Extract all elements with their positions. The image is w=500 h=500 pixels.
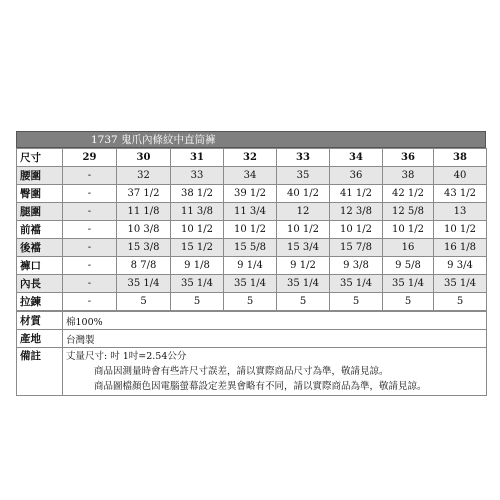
measurement-cell: - xyxy=(63,221,117,239)
measurement-cell: 35 1/4 xyxy=(171,275,224,293)
measurement-row xyxy=(17,257,487,275)
measurement-cell: 34 xyxy=(224,167,277,185)
measurement-cell: 38 xyxy=(383,167,434,185)
measurement-cell: 10 1/2 xyxy=(434,221,487,239)
origin-value: 台灣製 xyxy=(63,330,487,348)
measurement-cell: - xyxy=(63,275,117,293)
size-col-header: 31 xyxy=(171,149,224,167)
measurement-cell: - xyxy=(63,185,117,203)
measurement-row xyxy=(17,239,487,257)
measurement-row xyxy=(17,203,487,221)
measurement-cell: 5 xyxy=(171,293,224,311)
measurement-cell: - xyxy=(63,167,117,185)
material-row xyxy=(17,312,487,330)
measurement-row xyxy=(17,221,487,239)
measurement-label: 腿圍 xyxy=(17,203,63,221)
measurement-cell: 5 xyxy=(434,293,487,311)
size-col-header: 33 xyxy=(277,149,330,167)
measurement-cell: 33 xyxy=(171,167,224,185)
measurement-cell: 11 1/8 xyxy=(117,203,171,221)
measurement-label: 褲口 xyxy=(17,257,63,275)
measurement-cell: 10 1/2 xyxy=(171,221,224,239)
size-col-header: 34 xyxy=(330,149,383,167)
measurement-cell: 15 3/8 xyxy=(117,239,171,257)
size-col-header: 32 xyxy=(224,149,277,167)
size-chart xyxy=(16,131,486,396)
measurement-cell: 5 xyxy=(277,293,330,311)
note-line: 丈量尺寸: 吋 1吋=2.54公分 xyxy=(66,351,187,362)
measurement-cell: 10 1/2 xyxy=(330,221,383,239)
info-table xyxy=(16,311,487,396)
measurement-cell: 35 xyxy=(277,167,330,185)
measurement-label: 腰圍 xyxy=(17,167,63,185)
measurement-cell: 36 xyxy=(330,167,383,185)
measurement-cell: 39 1/2 xyxy=(224,185,277,203)
size-col-header: 29 xyxy=(63,149,117,167)
measurement-cell: 15 1/2 xyxy=(171,239,224,257)
measurement-row xyxy=(17,275,487,293)
measurement-cell: - xyxy=(63,203,117,221)
measurement-cell: 41 1/2 xyxy=(330,185,383,203)
note-line: 商品因測量時會有些許尺寸誤差，請以實際商品尺寸為準，敬請見諒。 xyxy=(94,366,389,377)
notes-row xyxy=(17,348,487,396)
measurement-cell: 35 1/4 xyxy=(330,275,383,293)
measurement-label: 前襠 xyxy=(17,221,63,239)
measurement-cell: 10 1/2 xyxy=(277,221,330,239)
product-title: 1737 鬼爪內條紋中直筒褲 xyxy=(16,131,486,148)
measurement-cell: 9 1/2 xyxy=(277,257,330,275)
measurement-cell: 16 xyxy=(383,239,434,257)
material-value: 棉100% xyxy=(63,312,487,330)
note-line: 商品圖檔顏色因電腦螢幕設定差異會略有不同，請以實際商品為準，敬請見諒。 xyxy=(94,381,427,392)
size-table xyxy=(16,148,487,311)
measurement-row xyxy=(17,185,487,203)
measurement-cell: 15 7/8 xyxy=(330,239,383,257)
measurement-cell: 5 xyxy=(117,293,171,311)
measurement-cell: 15 5/8 xyxy=(224,239,277,257)
measurement-label: 臀圍 xyxy=(17,185,63,203)
measurement-cell: 35 1/4 xyxy=(224,275,277,293)
measurement-cell: 16 1/8 xyxy=(434,239,487,257)
measurement-cell: 12 xyxy=(277,203,330,221)
measurement-cell: 40 xyxy=(434,167,487,185)
measurement-cell: 35 1/4 xyxy=(117,275,171,293)
measurement-cell: 9 1/4 xyxy=(224,257,277,275)
measurement-label: 拉鍊 xyxy=(17,293,63,311)
measurement-cell: 10 1/2 xyxy=(383,221,434,239)
measurement-cell: 9 3/8 xyxy=(330,257,383,275)
measurement-cell: 5 xyxy=(330,293,383,311)
notes-label: 備註 xyxy=(17,348,63,396)
measurement-cell: 42 1/2 xyxy=(383,185,434,203)
measurement-cell: 11 3/4 xyxy=(224,203,277,221)
measurement-cell: 35 1/4 xyxy=(434,275,487,293)
measurement-row xyxy=(17,167,487,185)
origin-label: 產地 xyxy=(17,330,63,348)
measurement-cell: 43 1/2 xyxy=(434,185,487,203)
measurement-cell: 9 3/4 xyxy=(434,257,487,275)
measurement-cell: 38 1/2 xyxy=(171,185,224,203)
size-header-label: 尺寸 xyxy=(17,149,63,167)
size-col-header: 38 xyxy=(434,149,487,167)
measurement-label: 後襠 xyxy=(17,239,63,257)
measurement-cell: 12 3/8 xyxy=(330,203,383,221)
measurement-cell: 40 1/2 xyxy=(277,185,330,203)
measurement-cell: 9 1/8 xyxy=(171,257,224,275)
origin-row xyxy=(17,330,487,348)
measurement-cell: - xyxy=(63,257,117,275)
measurement-cell: 32 xyxy=(117,167,171,185)
measurement-cell: 13 xyxy=(434,203,487,221)
measurement-cell: 10 3/8 xyxy=(117,221,171,239)
measurement-cell: 9 5/8 xyxy=(383,257,434,275)
measurement-cell: 5 xyxy=(224,293,277,311)
measurement-cell: 5 xyxy=(383,293,434,311)
measurement-cell: 8 7/8 xyxy=(117,257,171,275)
size-col-header: 30 xyxy=(117,149,171,167)
measurement-cell: 35 1/4 xyxy=(383,275,434,293)
size-col-header: 36 xyxy=(383,149,434,167)
measurement-row xyxy=(17,293,487,311)
measurement-cell: 10 1/2 xyxy=(224,221,277,239)
measurement-cell: 37 1/2 xyxy=(117,185,171,203)
measurement-cell: 11 3/8 xyxy=(171,203,224,221)
measurement-cell: - xyxy=(63,239,117,257)
material-label: 材質 xyxy=(17,312,63,330)
measurement-cell: - xyxy=(63,293,117,311)
measurement-cell: 15 3/4 xyxy=(277,239,330,257)
size-header-row xyxy=(17,149,487,167)
measurement-cell: 12 5/8 xyxy=(383,203,434,221)
measurement-cell: 35 1/4 xyxy=(277,275,330,293)
notes-value xyxy=(63,348,487,396)
measurement-label: 內長 xyxy=(17,275,63,293)
